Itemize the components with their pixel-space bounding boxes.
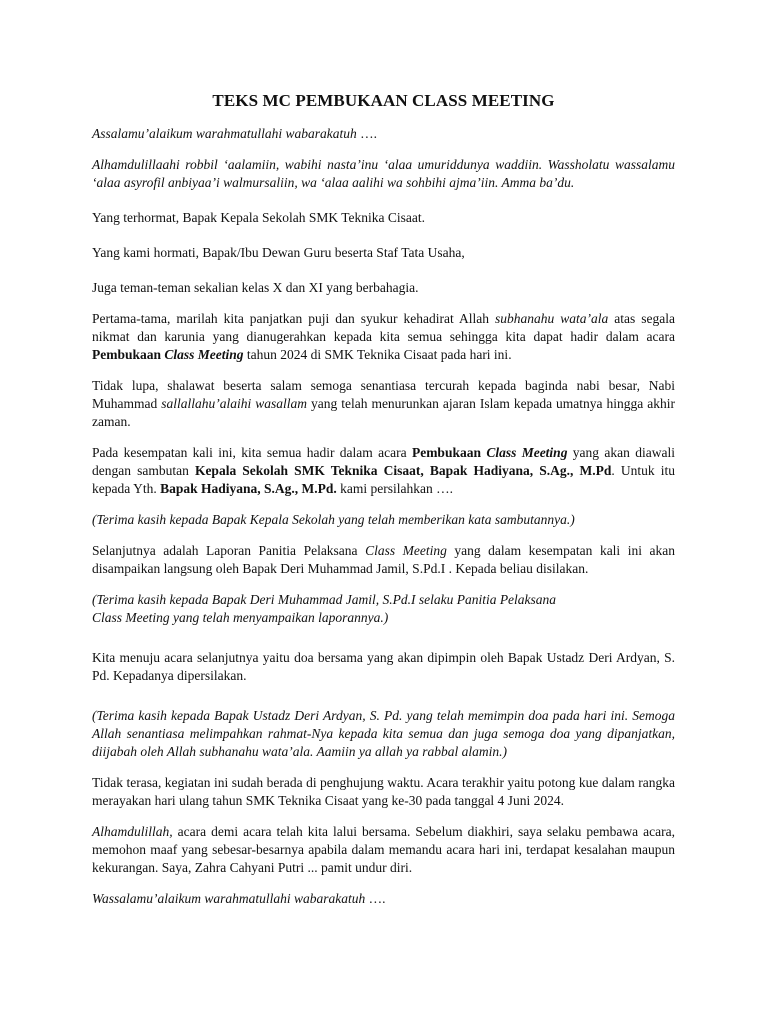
paragraph-shalawat: Tidak lupa, shalawat beserta salam semoga senantiasa tercurah kepada baginda nabi besar, Nabi Muhammad sallallahu’alaihi wasallam yang telah menurunkan ajaran Islam kepada umatnya hingga akhir zaman. bbox=[92, 378, 675, 429]
thanks-committee: (Terima kasih kepada Bapak Deri Muhammad Jamil, S.Pd.I selaku Panitia Pelaksana Class Meeting yang telah menyampaikan laporannya.) bbox=[92, 592, 557, 625]
opening-greeting: Assalamu’alaikum warahmatullahi wabarakatuh …. bbox=[92, 126, 378, 141]
paragraph-closing-event: Tidak terasa, kegiatan ini sudah berada di penghujung waktu. Acara terakhir yaitu potong kue dalam rangka merayakan hari ulang tahun SMK Teknika Cisaat yang ke-30 pada tanggal 4 Juni 2024. bbox=[92, 775, 675, 808]
address-teachers: Yang kami hormati, Bapak/Ibu Dewan Guru beserta Staf Tata Usaha, bbox=[92, 245, 465, 260]
document-title: TEKS MC PEMBUKAAN CLASS MEETING bbox=[212, 91, 555, 110]
paragraph-gratitude: Pertama-tama, marilah kita panjatkan puji dan syukur kehadirat Allah subhanahu wata’ala atas segala nikmat dan karunia yang dianugerahkan kepada kita semua sehingga kita dapat hadir dalam acara Pembukaan Class Meeting tahun 2024 di SMK Teknika Cisaat pada hari ini. bbox=[92, 311, 675, 362]
paragraph-farewell: Alhamdulillah, acara demi acara telah kita lalui bersama. Sebelum diakhiri, saya selaku pembawa acara, memohon maaf yang sebesar-besarnya apabila dalam memandu acara hari ini, terdapat kesalahan maupun kekurangan. Saya, Zahra Cahyani Putri ... pamit undur diri. bbox=[92, 824, 675, 875]
opening-praise: Alhamdulillaahi robbil ‘aalamiin, wabihi nasta’inu ‘alaa umuriddunya waddiin. Wassholatu wassalamu ‘alaa asyrofil anbiyaa’i walmursaliin, wa ‘alaa aalihi wa sohbihi ajma’iin. Amma ba’du. bbox=[92, 157, 675, 190]
paragraph-prayer: Kita menuju acara selanjutnya yaitu doa bersama yang akan dipimpin oleh Bapak Ustadz Deri Ardyan, S. Pd. Kepadanya dipersilakan. bbox=[92, 650, 675, 683]
thanks-prayer-leader: (Terima kasih kepada Bapak Ustadz Deri Ardyan, S. Pd. yang telah memimpin doa pada hari ini. Semoga Allah senantiasa melimpahkan rahmat-Nya kepada kita semua dan juga semoga doa yang dipanjatkan, diijabah oleh Allah subhanahu wata’ala. Aamiin ya allah ya rabbal alamin.) bbox=[92, 708, 675, 759]
thanks-principal: (Terima kasih kepada Bapak Kepala Sekolah yang telah memberikan kata sambutannya.) bbox=[92, 512, 575, 527]
address-students: Juga teman-teman sekalian kelas X dan XI yang berbahagia. bbox=[92, 280, 419, 295]
paragraph-committee-report: Selanjutnya adalah Laporan Panitia Pelaksana Class Meeting yang dalam kesempatan kali ini akan disampaikan langsung oleh Bapak Deri Muhammad Jamil, S.Pd.I . Kepada beliau disilakan. bbox=[92, 543, 675, 576]
paragraph-welcome-speech: Pada kesempatan kali ini, kita semua hadir dalam acara Pembukaan Class Meeting yang akan diawali dengan sambutan Kepala Sekolah SMK Teknika Cisaat, Bapak Hadiyana, S.Ag., M.Pd. Untuk itu kepada Yth. Bapak Hadiyana, S.Ag., M.Pd. kami persilahkan …. bbox=[92, 445, 675, 496]
closing-greeting: Wassalamu’alaikum warahmatullahi wabarakatuh …. bbox=[92, 891, 386, 906]
address-principal: Yang terhormat, Bapak Kepala Sekolah SMK Teknika Cisaat. bbox=[92, 210, 425, 225]
